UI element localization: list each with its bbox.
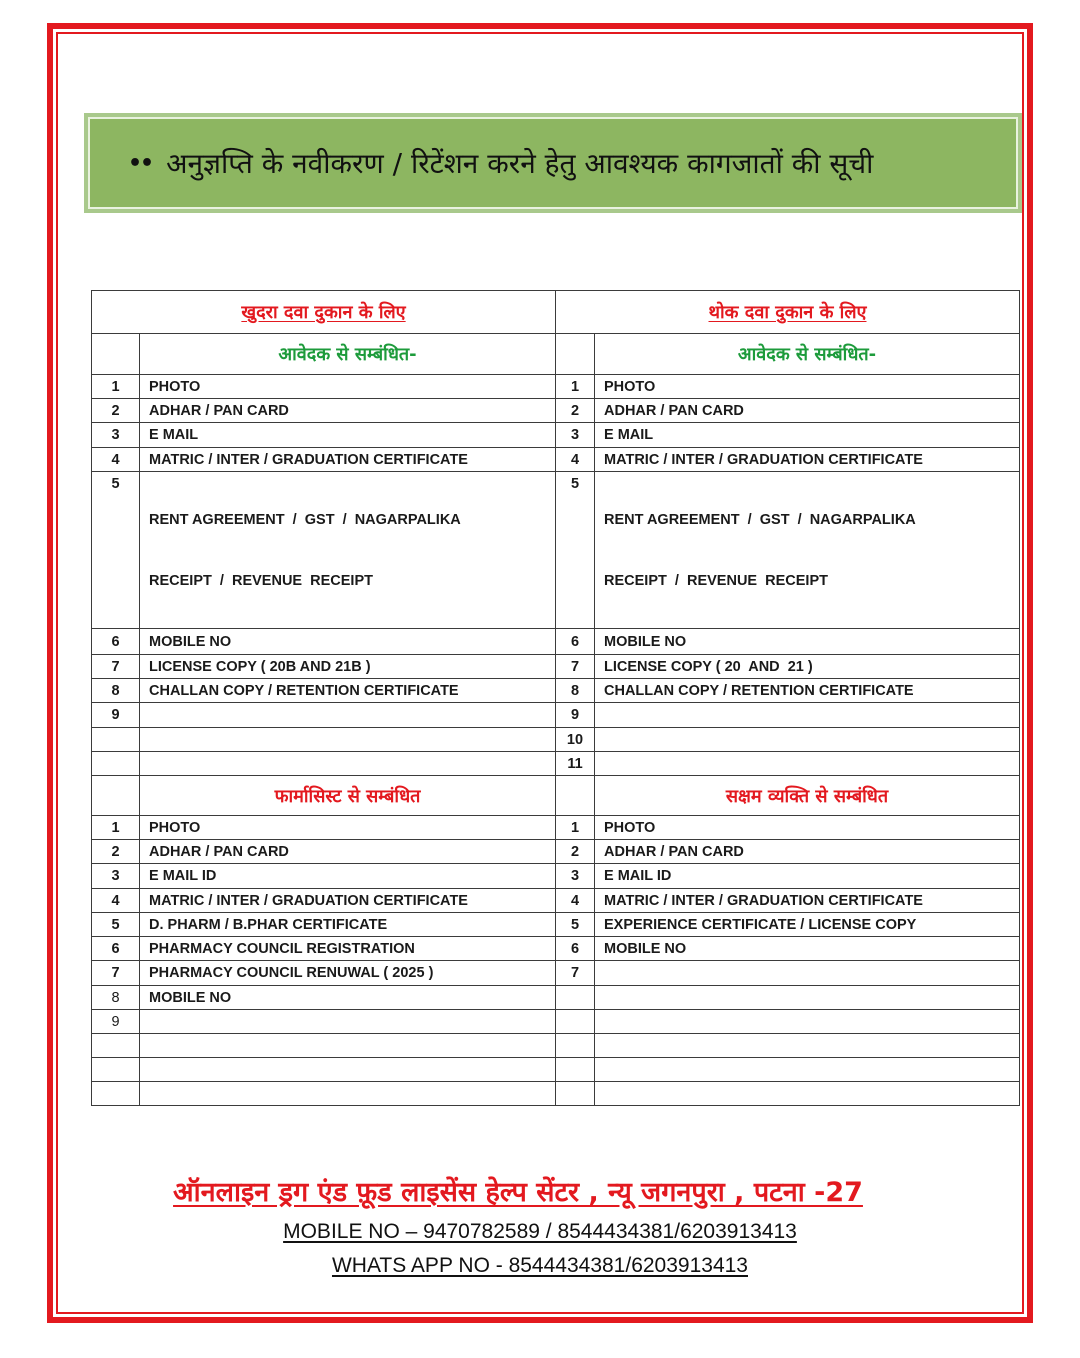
item-text — [595, 752, 1020, 776]
table-row — [92, 889, 1020, 913]
item-text: E MAIL ID — [140, 864, 556, 889]
item-number: 5 — [92, 472, 140, 629]
item-number — [556, 1058, 595, 1082]
item-text: PHOTO — [140, 816, 556, 840]
wholesale-applicant-title-cell — [595, 334, 1020, 375]
item-text — [140, 1034, 556, 1058]
item-text: ADHAR / PAN CARD — [140, 399, 556, 423]
bullet-icon: •• — [128, 150, 153, 176]
item-text: MATRIC / INTER / GRADUATION CERTIFICATE — [595, 448, 1020, 472]
item-number: 7 — [556, 655, 595, 679]
item-number: 1 — [92, 816, 140, 840]
item-text — [595, 1034, 1020, 1058]
table-row — [92, 816, 1020, 840]
item-text-line-2: RECEIPT / REVENUE RECEIPT — [149, 573, 373, 589]
item-number: 5 — [92, 913, 140, 937]
pharmacist-title-cell — [140, 776, 556, 816]
item-number: 2 — [92, 840, 140, 864]
item-text — [595, 1058, 1020, 1082]
item-number — [92, 1082, 140, 1106]
item-text: MATRIC / INTER / GRADUATION CERTIFICATE — [595, 889, 1020, 913]
item-text — [140, 703, 556, 728]
item-number: 3 — [92, 864, 140, 889]
table-row — [92, 448, 1020, 472]
item-text: CHALLAN COPY / RETENTION CERTIFICATE — [595, 679, 1020, 703]
item-number — [92, 1058, 140, 1082]
item-number: 7 — [92, 655, 140, 679]
whatsapp-numbers: WHATS APP NO - 8544434381/6203913413 — [331, 1254, 748, 1277]
item-text — [140, 1010, 556, 1034]
item-number: 3 — [556, 864, 595, 889]
item-number: 2 — [556, 399, 595, 423]
item-number: 4 — [92, 889, 140, 913]
retail-applicant-title-cell — [140, 334, 556, 375]
item-number: 5 — [556, 913, 595, 937]
item-text: LICENSE COPY ( 20 AND 21 ) — [595, 655, 1020, 679]
item-number: 8 — [92, 679, 140, 703]
item-number — [556, 1034, 595, 1058]
item-number: 4 — [92, 448, 140, 472]
item-text — [595, 472, 1020, 629]
table-row — [92, 423, 1020, 448]
item-text: PHOTO — [140, 375, 556, 399]
item-number: 6 — [556, 629, 595, 655]
item-text: PHOTO — [595, 816, 1020, 840]
item-text: CHALLAN COPY / RETENTION CERTIFICATE — [140, 679, 556, 703]
item-number: 2 — [556, 840, 595, 864]
table-row — [92, 840, 1020, 864]
table-row — [92, 1010, 1020, 1034]
item-text-line-1: RENT AGREEMENT / GST / NAGARPALIKA — [149, 512, 461, 528]
item-number: 1 — [92, 375, 140, 399]
table-row — [92, 864, 1020, 889]
competent-person-title-cell — [595, 776, 1020, 816]
table-row — [92, 986, 1020, 1010]
item-text-line-1: RENT AGREEMENT / GST / NAGARPALIKA — [604, 512, 916, 528]
item-text: MOBILE NO — [595, 937, 1020, 961]
wholesale-heading-cell — [556, 291, 1020, 334]
item-number: 10 — [556, 728, 595, 752]
item-text — [595, 703, 1020, 728]
item-number — [92, 752, 140, 776]
item-text: LICENSE COPY ( 20B AND 21B ) — [140, 655, 556, 679]
documents-checklist-table — [91, 290, 1020, 1106]
table-row — [92, 472, 1020, 629]
item-text: ADHAR / PAN CARD — [140, 840, 556, 864]
item-text — [595, 1010, 1020, 1034]
staff-subheading-row — [92, 776, 1020, 816]
help-center-name: ऑनलाइन ड्रग एंड फ़ूड लाइसेंस हेल्प सेंटर , न्यू जगनपुरा , पटना -27 — [173, 1177, 863, 1208]
retail-heading-cell — [92, 291, 556, 334]
item-text: EXPERIENCE CERTIFICATE / LICENSE COPY — [595, 913, 1020, 937]
item-number — [92, 728, 140, 752]
item-text: PHOTO — [595, 375, 1020, 399]
table-row — [92, 728, 1020, 752]
table-row — [92, 1058, 1020, 1082]
item-text: MOBILE NO — [595, 629, 1020, 655]
pharmacist-section-title: फार्मासिस्ट से सम्बंधित — [274, 785, 421, 807]
retail-applicant-title: आवेदक से सम्बंधित- — [278, 344, 417, 365]
item-number: 6 — [92, 937, 140, 961]
page-title: अनुज्ञप्ति के नवीकरण / रिटेंशन करने हेतु आवश्यक कागजातों की सूची — [166, 147, 874, 180]
table-row — [92, 961, 1020, 986]
table-row — [92, 629, 1020, 655]
item-number: 3 — [556, 423, 595, 448]
item-number: 4 — [556, 889, 595, 913]
item-text: PHARMACY COUNCIL RENUWAL ( 2025 ) — [140, 961, 556, 986]
item-number: 3 — [92, 423, 140, 448]
item-number — [556, 1010, 595, 1034]
table-row — [92, 752, 1020, 776]
title-banner — [84, 113, 1022, 213]
empty-number-cell — [92, 334, 140, 375]
item-number: 5 — [556, 472, 595, 629]
empty-number-cell — [92, 776, 140, 816]
item-text — [140, 728, 556, 752]
item-text: MATRIC / INTER / GRADUATION CERTIFICATE — [140, 448, 556, 472]
item-number: 7 — [92, 961, 140, 986]
item-number — [556, 1082, 595, 1106]
table-row — [92, 1082, 1020, 1106]
table-row — [92, 913, 1020, 937]
item-number — [556, 986, 595, 1010]
item-text — [140, 472, 556, 629]
item-number: 11 — [556, 752, 595, 776]
item-number: 8 — [556, 679, 595, 703]
item-number — [92, 1034, 140, 1058]
item-text — [595, 1082, 1020, 1106]
item-text: E MAIL — [595, 423, 1020, 448]
table-row — [92, 375, 1020, 399]
retail-shop-heading: खुदरा दवा दुकान के लिए — [241, 302, 406, 323]
item-number: 6 — [556, 937, 595, 961]
item-text — [595, 728, 1020, 752]
table-row — [92, 937, 1020, 961]
table-row — [92, 399, 1020, 423]
item-text — [595, 961, 1020, 986]
table-row — [92, 1034, 1020, 1058]
item-text-line-2: RECEIPT / REVENUE RECEIPT — [604, 573, 828, 589]
item-text — [140, 1058, 556, 1082]
item-text: MOBILE NO — [140, 629, 556, 655]
item-text: D. PHARM / B.PHAR CERTIFICATE — [140, 913, 556, 937]
table-row — [92, 679, 1020, 703]
item-number: 9 — [92, 1010, 140, 1034]
item-text: ADHAR / PAN CARD — [595, 840, 1020, 864]
item-number: 9 — [92, 703, 140, 728]
item-text: MATRIC / INTER / GRADUATION CERTIFICATE — [140, 889, 556, 913]
item-number: 6 — [92, 629, 140, 655]
item-number: 4 — [556, 448, 595, 472]
item-text: E MAIL — [140, 423, 556, 448]
item-text: E MAIL ID — [595, 864, 1020, 889]
item-text: PHARMACY COUNCIL REGISTRATION — [140, 937, 556, 961]
item-number: 2 — [92, 399, 140, 423]
item-text — [140, 752, 556, 776]
item-text — [595, 986, 1020, 1010]
table-row — [92, 655, 1020, 679]
wholesale-applicant-title: आवेदक से सम्बंधित- — [737, 344, 877, 365]
item-text — [140, 1082, 556, 1106]
item-text: ADHAR / PAN CARD — [595, 399, 1020, 423]
item-number: 7 — [556, 961, 595, 986]
table-row — [92, 703, 1020, 728]
item-number: 8 — [92, 986, 140, 1010]
mobile-numbers: MOBILE NO – 9470782589 / 8544434381/6203913413 — [283, 1220, 797, 1243]
item-text: MOBILE NO — [140, 986, 556, 1010]
competent-person-section-title: सक्षम व्यक्ति से सम्बंधित — [725, 785, 889, 807]
empty-number-cell — [556, 334, 595, 375]
shop-type-heading-row — [92, 291, 1020, 334]
empty-number-cell — [556, 776, 595, 816]
item-number: 1 — [556, 375, 595, 399]
item-number: 1 — [556, 816, 595, 840]
applicant-subheading-row — [92, 334, 1020, 375]
item-number: 9 — [556, 703, 595, 728]
wholesale-shop-heading: थोक दवा दुकान के लिए — [708, 302, 867, 323]
